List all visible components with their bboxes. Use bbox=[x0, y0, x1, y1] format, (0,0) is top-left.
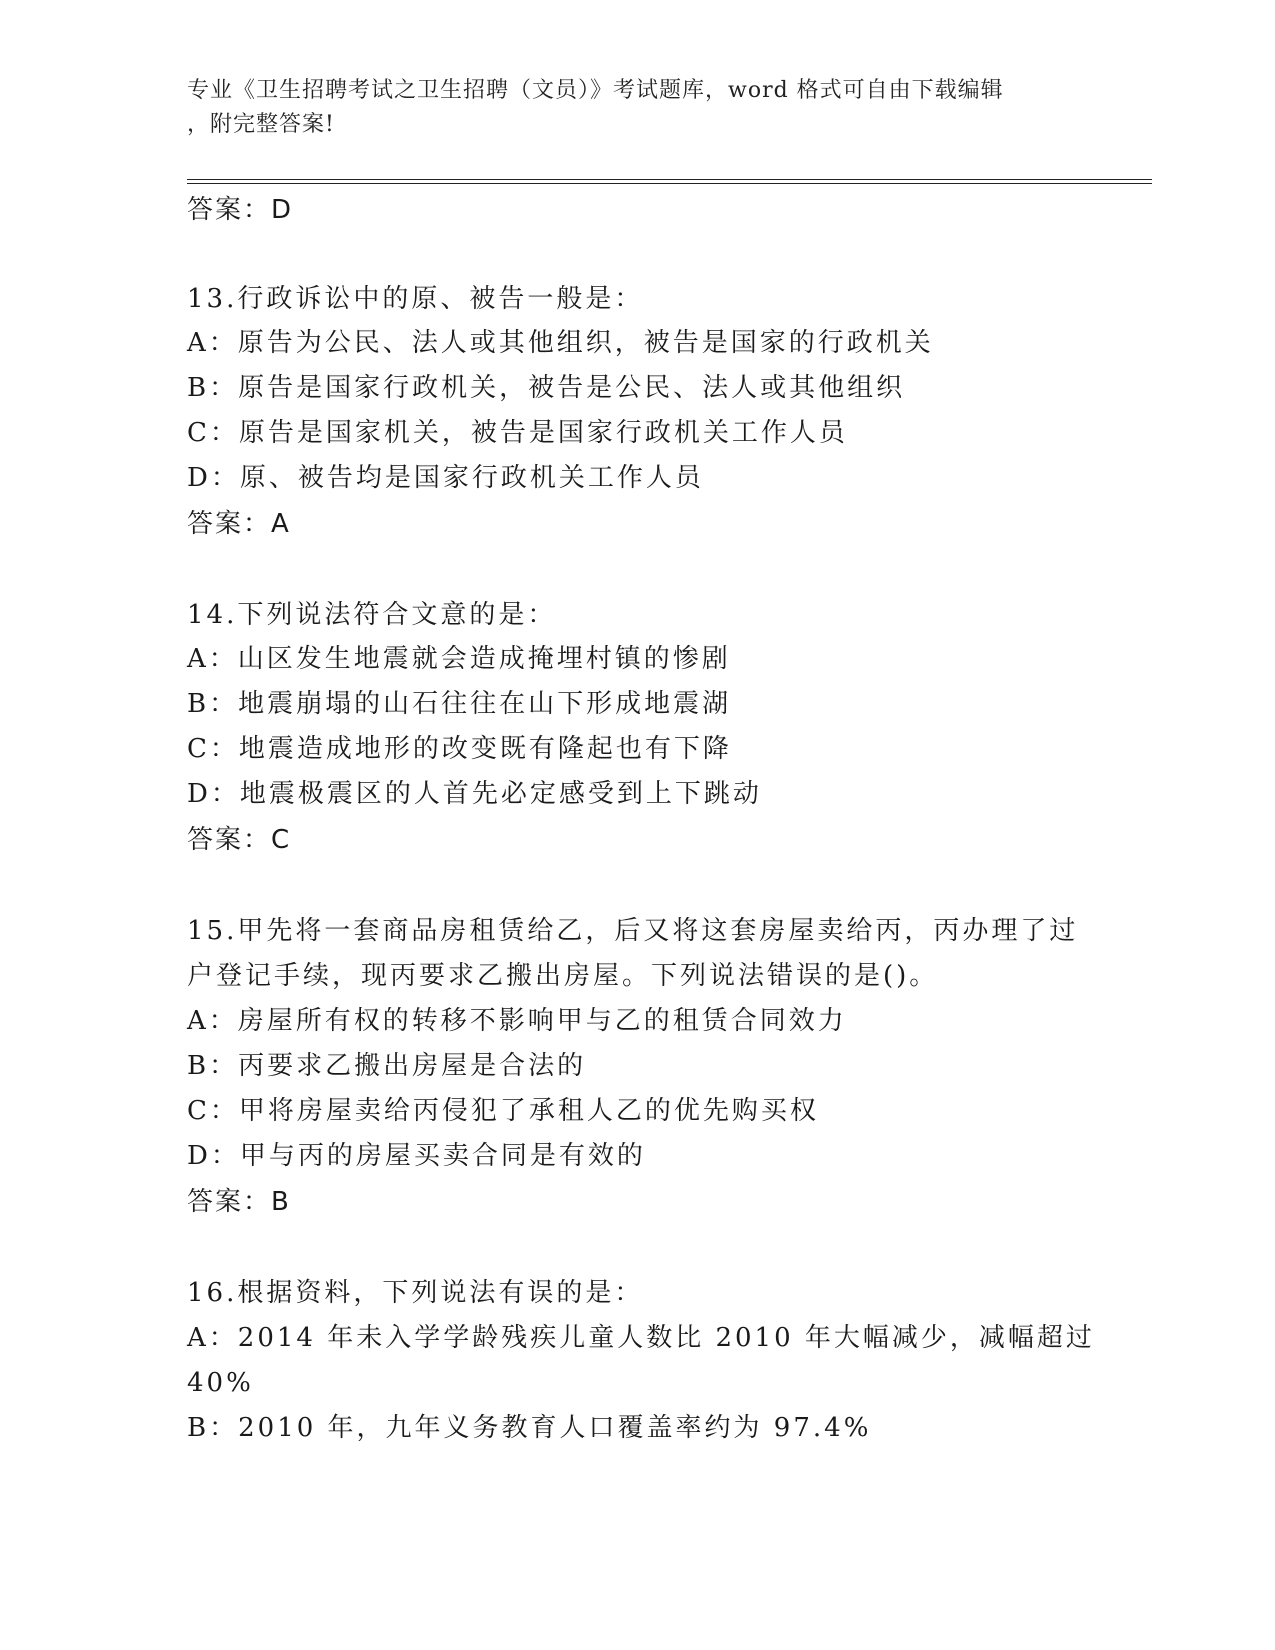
question-stem: 13.行政诉讼中的原、被告一般是： bbox=[187, 284, 644, 314]
header-line-1: 专业《卫生招聘考试之卫生招聘（文员）》考试题库，word 格式可自由下载编辑 bbox=[187, 78, 1004, 103]
answer-line: 答案：D bbox=[187, 195, 294, 225]
question-stem: 14.下列说法符合文意的是： bbox=[187, 600, 557, 630]
header-rule-top bbox=[187, 179, 1152, 180]
option-line: D：原、被告均是国家行政机关工作人员 bbox=[187, 463, 704, 493]
option-line: B：丙要求乙搬出房屋是合法的 bbox=[187, 1051, 587, 1081]
answer-line: 答案：A bbox=[187, 509, 291, 539]
option-line: B：地震崩塌的山石往往在山下形成地震湖 bbox=[187, 689, 732, 719]
option-line: A：山区发生地震就会造成掩埋村镇的惨剧 bbox=[187, 644, 731, 674]
option-line-continued: 40% bbox=[187, 1368, 254, 1398]
question-stem-continued: 户登记手续，现丙要求乙搬出房屋。下列说法错误的是()。 bbox=[187, 961, 939, 991]
option-line: D：甲与丙的房屋买卖合同是有效的 bbox=[187, 1141, 646, 1171]
question-stem: 15.甲先将一套商品房租赁给乙，后又将这套房屋卖给丙，丙办理了过 bbox=[187, 916, 1079, 946]
option-line: C：原告是国家机关，被告是国家行政机关工作人员 bbox=[187, 418, 848, 448]
option-line: C：甲将房屋卖给丙侵犯了承租人乙的优先购买权 bbox=[187, 1096, 819, 1126]
option-line: A：2014 年未入学学龄残疾儿童人数比 2010 年大幅减少，减幅超过 bbox=[187, 1323, 1095, 1353]
option-line: A：原告为公民、法人或其他组织，被告是国家的行政机关 bbox=[187, 328, 934, 358]
answer-line: 答案：B bbox=[187, 1187, 291, 1217]
header-line-2: ，附完整答案! bbox=[187, 112, 335, 137]
header-rule-bottom bbox=[187, 183, 1152, 184]
question-stem: 16.根据资料，下列说法有误的是： bbox=[187, 1278, 644, 1308]
option-line: B：2010 年，九年义务教育人口覆盖率约为 97.4% bbox=[187, 1413, 872, 1443]
answer-line: 答案：C bbox=[187, 825, 292, 855]
option-line: B：原告是国家行政机关，被告是公民、法人或其他组织 bbox=[187, 373, 906, 403]
option-line: A：房屋所有权的转移不影响甲与乙的租赁合同效力 bbox=[187, 1006, 847, 1036]
document-header bbox=[187, 74, 1067, 142]
option-line: D：地震极震区的人首先必定感受到上下跳动 bbox=[187, 779, 762, 809]
option-line: C：地震造成地形的改变既有隆起也有下降 bbox=[187, 734, 732, 764]
